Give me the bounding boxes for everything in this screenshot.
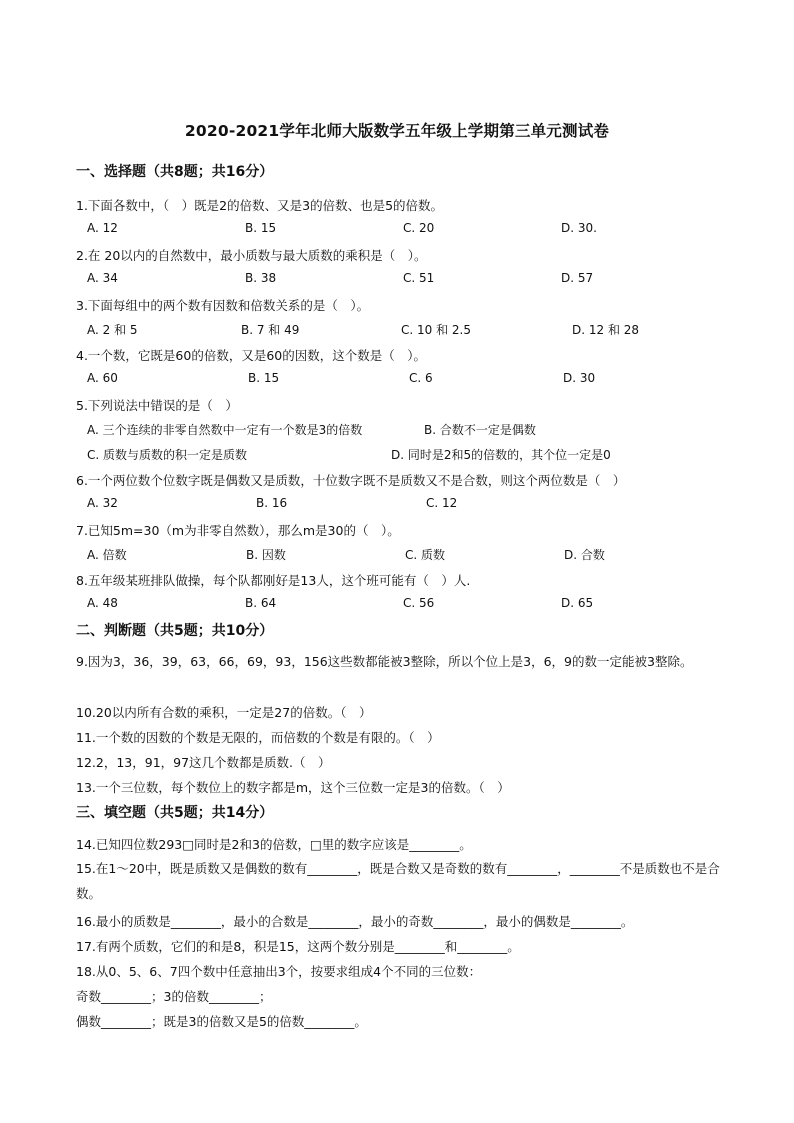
- question-18: 18.从0、5、6、7四个数中任意抽出3个，按要求组成4个不同的三位数：: [76, 964, 482, 979]
- q1-option-a: A. 12: [87, 221, 118, 235]
- q3-option-a: A. 2 和 5: [87, 323, 138, 337]
- question-2: 2.在 20以内的自然数中，最小质数与最大质数的乘积是（ ）。: [76, 248, 427, 263]
- q3-option-b: B. 7 和 49: [241, 323, 300, 337]
- question-6: 6.一个两位数个位数字既是偶数又是质数，十位数字既不是质数又不是合数，则这个两位数是（ ）: [76, 473, 626, 488]
- q6-option-c: C. 12: [426, 496, 458, 510]
- q2-option-a: A. 34: [87, 271, 118, 285]
- page-title: 2020-2021学年北师大版数学五年级上学期第三单元测试卷: [184, 122, 610, 140]
- q1-option-b: B. 15: [245, 221, 277, 235]
- q5-option-b: B. 合数不一定是偶数: [424, 423, 536, 437]
- q8-option-b: B. 64: [245, 596, 277, 610]
- question-13: 13.一个三位数，每个数位上的数字都是m，这个三位数一定是3的倍数。（ ）: [76, 780, 510, 795]
- q8-option-d: D. 65: [561, 596, 594, 610]
- q4-option-b: B. 15: [248, 371, 280, 385]
- q8-option-c: C. 56: [403, 596, 435, 610]
- question-5: 5.下列说法中错误的是（ ）: [76, 398, 238, 413]
- q4-option-a: A. 60: [87, 371, 118, 385]
- question-14: 14.已知四位数293□同时是2和3的倍数，□里的数字应该是________。: [76, 837, 472, 852]
- q7-option-b: B. 因数: [246, 548, 286, 562]
- q5-option-c: C. 质数与质数的积一定是质数: [87, 448, 248, 462]
- q3-option-d: D. 12 和 28: [572, 323, 640, 337]
- q1-option-d: D. 30.: [561, 221, 597, 235]
- q1-option-c: C. 20: [403, 221, 435, 235]
- q7-option-d: D. 合数: [564, 548, 605, 562]
- q6-option-b: B. 16: [256, 496, 288, 510]
- q8-option-a: A. 48: [87, 596, 118, 610]
- q6-option-a: A. 32: [87, 496, 118, 510]
- question-15: 15.在1～20中，既是质数又是偶数的数有________，既是合数又是奇数的数有________，________不是质数也不是合数。: [76, 861, 720, 901]
- question-3: 3.下面每组中的两个数有因数和倍数关系的是（ ）。: [76, 298, 370, 313]
- section-heading-judgement: 二、判断题（共5题；共10分）: [76, 623, 274, 639]
- q4-option-c: C. 6: [409, 371, 433, 385]
- q5-option-a: A. 三个连续的非零自然数中一定有一个数是3的倍数: [87, 423, 363, 437]
- question-16: 16.最小的质数是________，最小的合数是________，最小的奇数________，最小的偶数是________。: [76, 914, 634, 929]
- q2-option-d: D. 57: [561, 271, 594, 285]
- q4-option-d: D. 30: [563, 371, 596, 385]
- question-9: 9.因为3，36，39，63，66，69，93，156这些数都能被3整除，所以个位上是3，6，9的数一定能被3整除。: [76, 654, 693, 669]
- question-12: 12.2，13，91，97这几个数都是质数.（ ）: [76, 755, 331, 770]
- q7-option-a: A. 倍数: [87, 548, 127, 562]
- section-heading-fill-blank: 三、填空题（共5题；共14分）: [76, 805, 274, 821]
- q2-option-b: B. 38: [245, 271, 277, 285]
- q7-option-c: C. 质数: [405, 548, 446, 562]
- question-10: 10.20以内所有合数的乘积，一定是27的倍数。（ ）: [76, 705, 372, 720]
- question-18-line-2: 偶数________；既是3的倍数又是5的倍数________。: [76, 1014, 367, 1029]
- question-4: 4.一个数，它既是60的倍数，又是60的因数，这个数是（ ）。: [76, 348, 426, 363]
- q5-option-d: D. 同时是2和5的倍数的，其个位一定是0: [391, 448, 611, 462]
- q2-option-c: C. 51: [403, 271, 435, 285]
- question-17: 17.有两个质数，它们的和是8，积是15，这两个数分别是________和________。: [76, 939, 520, 954]
- question-7: 7.已知5m=30（m为非零自然数），那么m是30的（ ）。: [76, 523, 400, 538]
- q3-option-c: C. 10 和 2.5: [401, 323, 471, 337]
- question-11: 11.一个数的因数的个数是无限的，而倍数的个数是有限的。（ ）: [76, 730, 440, 745]
- question-8: 8.五年级某班排队做操，每个队都刚好是13人，这个班可能有（ ）人.: [76, 573, 471, 588]
- question-18-line-1: 奇数________；3的倍数________；: [76, 989, 272, 1004]
- section-heading-choice: 一、选择题（共8题；共16分）: [76, 164, 274, 180]
- question-1: 1.下面各数中，（ ）既是2的倍数、又是3的倍数、也是5的倍数。: [76, 198, 444, 213]
